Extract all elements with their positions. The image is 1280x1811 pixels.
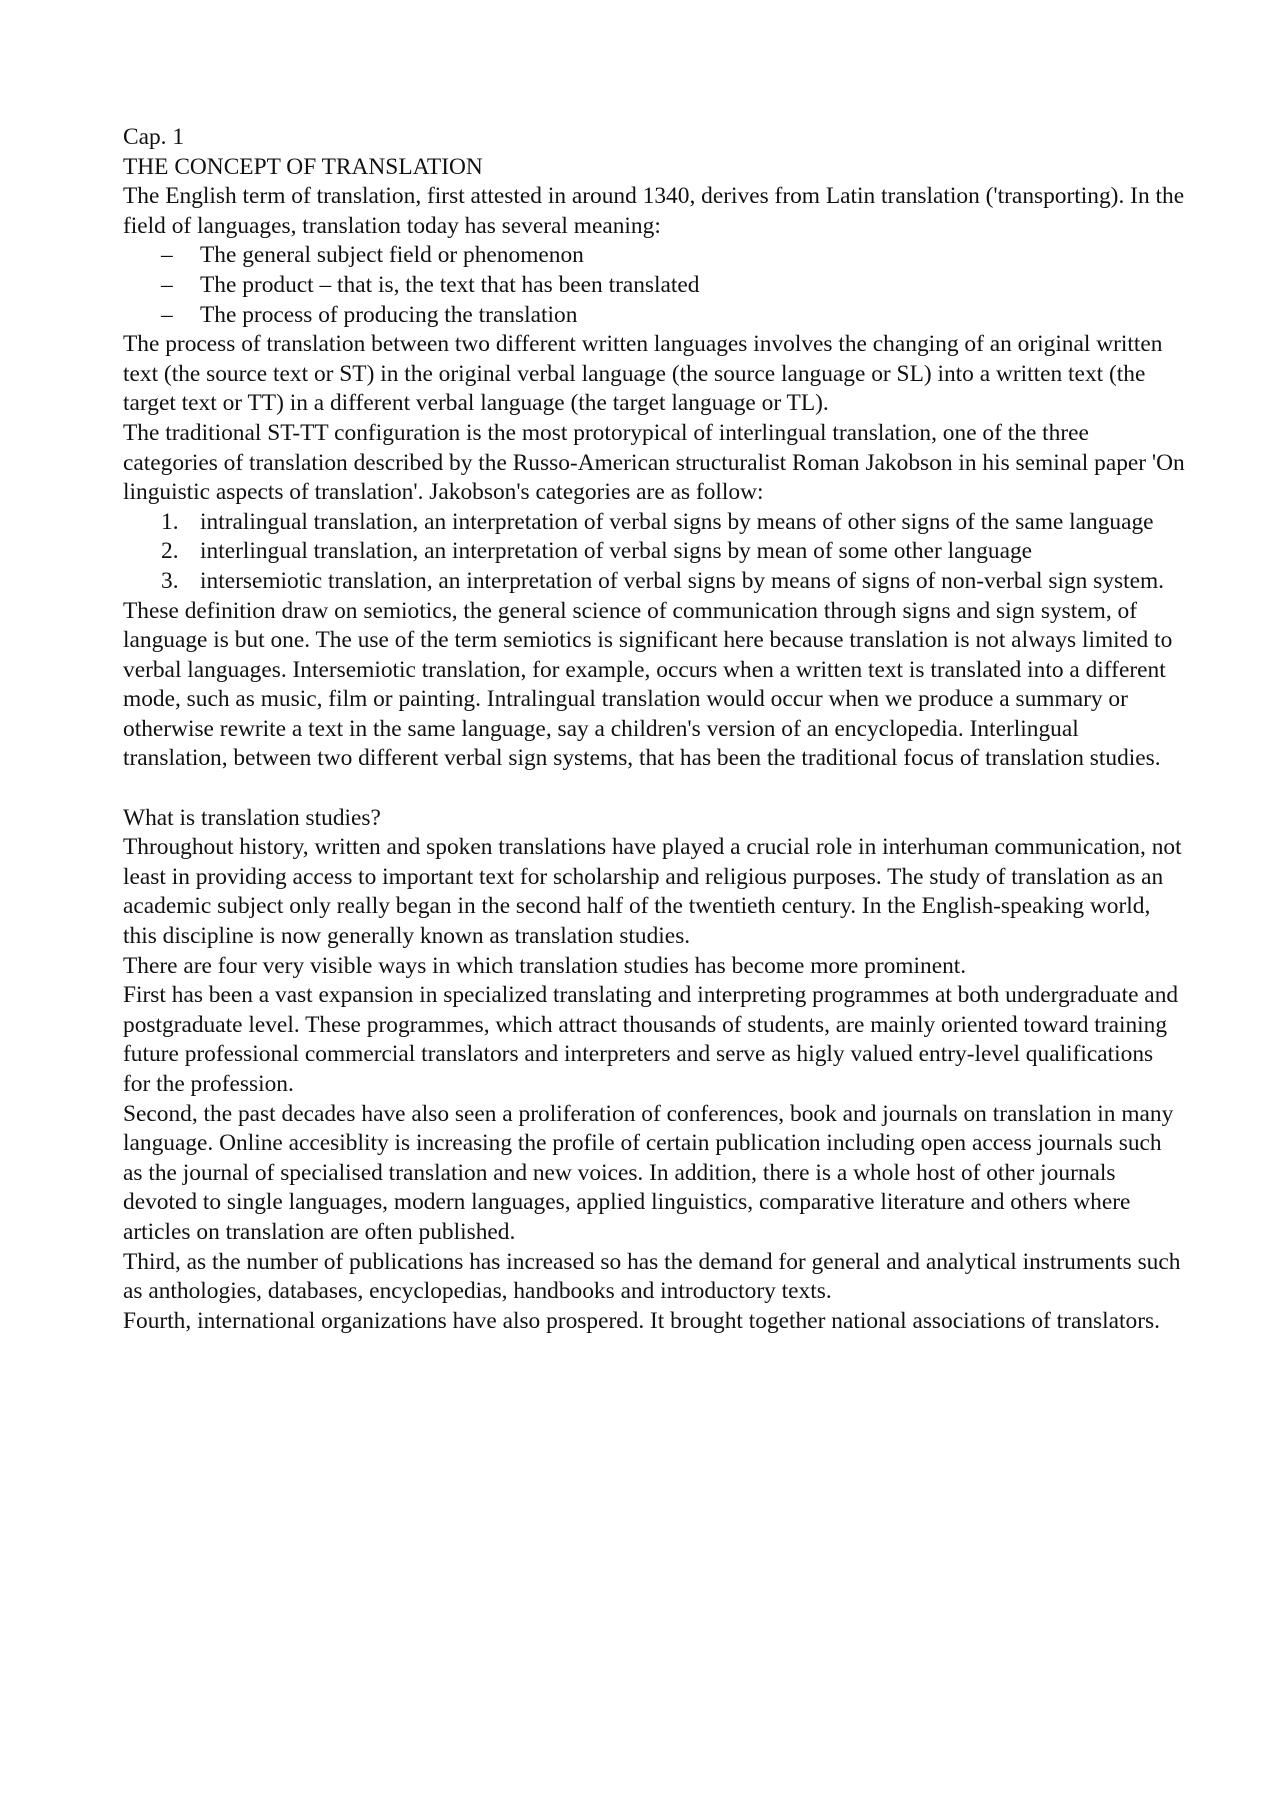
paragraph-third: Third, as the number of publications has increased so has the demand for general and analytical instruments such as anthologies, databases, encyclopedias, handbooks and introductory texts. <box>123 1248 1181 1305</box>
list-number: 1. <box>161 508 179 535</box>
paragraph-process: The process of translation between two different written languages involves the changing of an original written text (the source text or ST) in the original verbal language (the source language or SL) into a written text (the target text or TT) in a different verbal language (the target language or TL). <box>123 331 1163 417</box>
list-item <box>123 301 1185 331</box>
list-item-text: The product – that is, the text that has been translated <box>200 271 700 298</box>
paragraph-second: Second, the past decades have also seen a proliferation of conferences, book and journals on translation in many language. Online accesiblity is increasing the profile of certain publication including open access journals such as the journal of specialised translation and new voices. In addition, there is a whole host of other journals devoted to single languages, modern languages, applied linguistics, comparative literature and others where articles on translation are often published. <box>123 1100 1174 1245</box>
list-item <box>123 508 1185 538</box>
dash-bullet: – <box>161 301 173 328</box>
list-item-text: The general subject field or phenomenon <box>200 242 584 269</box>
list-item <box>123 537 1185 567</box>
paragraph-traditional: The traditional ST-TT configuration is the most protorypical of interlingual translation, one of the three categories of translation described by the Russo-American structuralist Roman Jakobson in his seminal paper 'On linguistic aspects of translation'. Jakobson's categories are as follow: <box>123 419 1185 506</box>
list-item <box>123 271 1185 301</box>
list-item-text: intersemiotic translation, an interpretation of verbal signs by means of signs of non-verbal sign system. <box>200 567 1165 594</box>
chapter-label: Cap. 1 <box>123 124 185 150</box>
section-heading: What is translation studies? <box>123 804 381 831</box>
dash-bullet: – <box>161 242 173 269</box>
paragraph-four-ways: There are four very visible ways in which translation studies has become more prominent. <box>123 952 967 979</box>
list-number: 2. <box>161 538 179 565</box>
list-number: 3. <box>161 567 179 594</box>
list-item-text: interlingual translation, an interpretation of verbal signs by mean of some other language <box>200 538 1033 565</box>
paragraph-intro: The English term of translation, first attested in around 1340, derives from Latin translation ('transporting). In the field of languages, translation today has several meaning: <box>123 183 1185 239</box>
paragraph-fourth: Fourth, international organizations have also prospered. It brought together national associations of translators. <box>123 1307 1160 1334</box>
paragraph-history: Throughout history, written and spoken translations have played a crucial role in interhuman communication, not least in providing access to important text for scholarship and religious purposes. The study of translation as an academic subject only really began in the second half of the twentieth century. In the English-speaking world, this discipline is now generally known as translation studies. <box>123 834 1182 950</box>
paragraph-first: First has been a vast expansion in specialized translating and interpreting programmes at both undergraduate and postgraduate level. These programmes, which attract thousands of students, are mainly oriented toward training future professional commercial translators and interpreters and serve as higly valued entry-level qualifications for the profession. <box>123 982 1179 1097</box>
categories-list <box>123 508 1185 597</box>
blank-line <box>123 774 1185 804</box>
list-item <box>123 567 1185 597</box>
document-page <box>123 123 1185 1336</box>
list-item-text: intralingual translation, an interpretation of verbal signs by means of other signs of the same language <box>200 508 1154 535</box>
list-item <box>123 241 1185 271</box>
document-title: THE CONCEPT OF TRANSLATION <box>123 153 483 180</box>
paragraph-semiotics: These definition draw on semiotics, the general science of communication through signs and sign system, of language is but one. The use of the term semiotics is significant here because translation is not always limited to verbal languages. Intersemiotic translation, for example, occurs when a written text is translated into a different mode, such as music, film or painting. Intralingual translation would occur when we produce a summary or otherwise rewrite a text in the same language, say a children's version of an encyclopedia. Interlingual translation, between two different verbal sign systems, that has been the traditional focus of translation studies. <box>123 597 1173 772</box>
meanings-list <box>123 241 1185 330</box>
dash-bullet: – <box>161 271 173 298</box>
list-item-text: The process of producing the translation <box>200 301 578 328</box>
